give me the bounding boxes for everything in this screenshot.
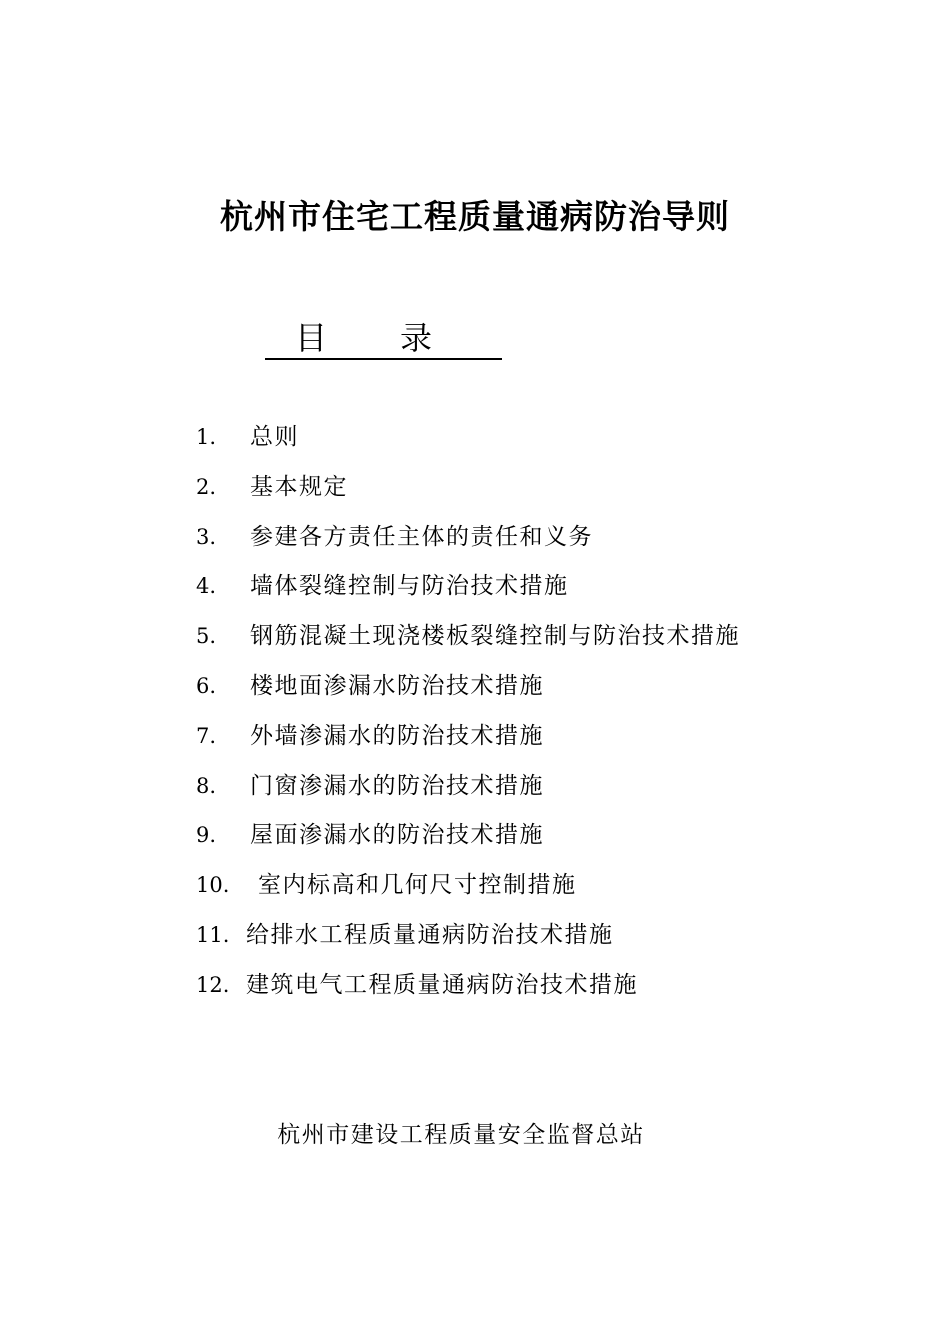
toc-item[interactable] [196,561,916,611]
toc-item-number: 5. [196,624,217,649]
toc-heading [265,318,502,360]
toc-item-number: 8. [196,773,217,798]
toc-item-text: 基本规定 [250,473,348,500]
toc-item[interactable] [196,910,916,960]
toc-item-number: 9. [196,823,217,848]
toc-item-text: 门窗渗漏水的防治技术措施 [250,772,544,799]
toc-item[interactable] [196,810,916,860]
toc-item-number: 12. [196,972,230,997]
toc-item-text: 墙体裂缝控制与防治技术措施 [250,573,569,600]
toc-item-number: 11. [196,922,230,947]
toc-item[interactable] [196,860,916,910]
toc-item[interactable] [196,462,916,512]
toc-item[interactable] [196,960,916,1010]
toc-item-number: 3. [196,524,217,549]
table-of-contents [196,412,916,1010]
toc-item-text: 楼地面渗漏水防治技术措施 [250,672,544,699]
toc-item[interactable] [196,611,916,661]
toc-item-text: 钢筋混凝土现浇楼板裂缝控制与防治技术措施 [250,623,740,650]
toc-item[interactable] [196,711,916,761]
toc-heading-char-2: 录 [400,319,433,357]
toc-item-text: 建筑电气工程质量通病防治技术措施 [246,971,638,998]
toc-item[interactable] [196,661,916,711]
toc-item-number: 2. [196,474,217,499]
toc-item-text: 屋面渗漏水的防治技术措施 [250,822,544,849]
toc-item-text: 参建各方责任主体的责任和义务 [250,523,593,550]
toc-item-text: 总则 [250,424,299,450]
toc-item[interactable] [196,761,916,811]
toc-item-number: 4. [196,574,217,599]
toc-item-number: 1. [196,425,217,449]
toc-item-number: 6. [196,673,217,698]
toc-item-number: 7. [196,723,217,748]
toc-item[interactable] [196,412,916,462]
toc-item-text: 给排水工程质量通病防治技术措施 [246,921,614,948]
toc-item-number: 10. [196,873,230,898]
issuing-organization: 杭州市建设工程质量安全监督总站 [277,1122,645,1148]
toc-heading-char-1: 目 [295,319,328,357]
toc-item[interactable] [196,512,916,562]
toc-item-text: 室内标高和几何尺寸控制措施 [258,872,577,899]
toc-item-text: 外墙渗漏水的防治技术措施 [250,722,544,749]
document-title: 杭州市住宅工程质量通病防治导则 [220,197,730,236]
